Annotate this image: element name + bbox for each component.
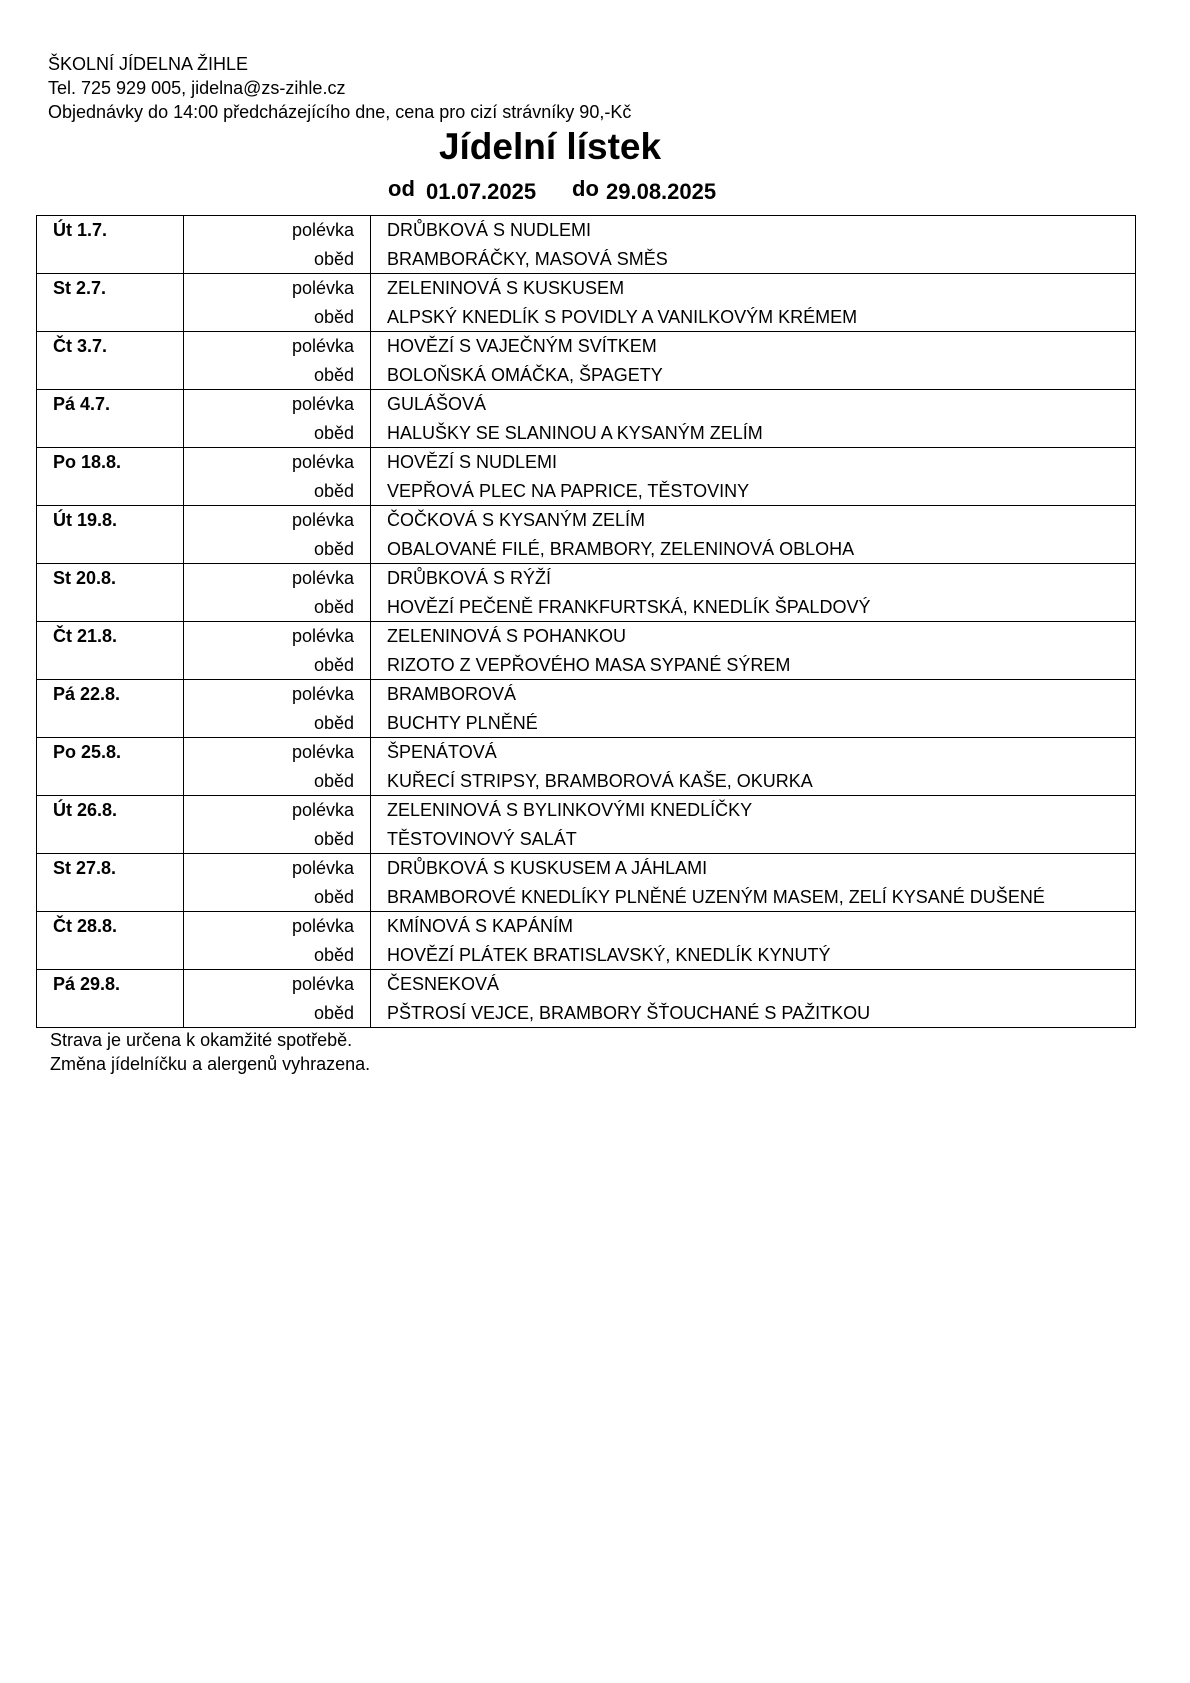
footer-note-consumption: Strava je určena k okamžité spotřebě. (50, 1030, 353, 1050)
soup-label: polévka (184, 970, 371, 999)
main-dish: HALUŠKY SE SLANINOU A KYSANÝM ZELÍM (371, 419, 1136, 448)
main-dish: BRAMBORÁČKY, MASOVÁ SMĚS (371, 245, 1136, 274)
main-label: oběd (184, 535, 371, 564)
menu-row-main (37, 477, 1136, 506)
main-dish: ALPSKÝ KNEDLÍK S POVIDLY A VANILKOVÝM KRÉMEM (371, 303, 1136, 332)
page-footer (50, 1028, 370, 1076)
day-cell: Pá 22.8. (37, 680, 184, 738)
soup-label: polévka (184, 390, 371, 419)
soup-dish: DRŮBKOVÁ S KUSKUSEM A JÁHLAMI (371, 854, 1136, 883)
main-label: oběd (184, 477, 371, 506)
menu-table-body (37, 216, 1136, 1028)
menu-row-main (37, 651, 1136, 680)
menu-row-soup (37, 622, 1136, 651)
day-cell: Po 18.8. (37, 448, 184, 506)
main-label: oběd (184, 651, 371, 680)
main-label: oběd (184, 883, 371, 912)
main-dish: HOVĚZÍ PEČENĚ FRANKFURTSKÁ, KNEDLÍK ŠPALDOVÝ (371, 593, 1136, 622)
period-from-label: od (388, 176, 415, 201)
menu-row-soup (37, 680, 1136, 709)
soup-dish: ČESNEKOVÁ (371, 970, 1136, 999)
soup-dish: ŠPENÁTOVÁ (371, 738, 1136, 767)
main-label: oběd (184, 767, 371, 796)
menu-row-soup (37, 448, 1136, 477)
main-label: oběd (184, 999, 371, 1028)
soup-dish: DRŮBKOVÁ S NUDLEMI (371, 216, 1136, 245)
main-dish: PŠTROSÍ VEJCE, BRAMBORY ŠŤOUCHANÉ S PAŽITKOU (371, 999, 1136, 1028)
menu-row-main (37, 999, 1136, 1028)
soup-label: polévka (184, 506, 371, 535)
main-dish: RIZOTO Z VEPŘOVÉHO MASA SYPANÉ SÝREM (371, 651, 1136, 680)
soup-label: polévka (184, 448, 371, 477)
main-label: oběd (184, 825, 371, 854)
menu-row-soup (37, 854, 1136, 883)
soup-label: polévka (184, 796, 371, 825)
day-cell: Pá 4.7. (37, 390, 184, 448)
soup-label: polévka (184, 216, 371, 245)
soup-dish: ČOČKOVÁ S KYSANÝM ZELÍM (371, 506, 1136, 535)
menu-row-soup (37, 506, 1136, 535)
soup-dish: KMÍNOVÁ S KAPÁNÍM (371, 912, 1136, 941)
day-cell: Pá 29.8. (37, 970, 184, 1028)
period-from-date: 01.07.2025 (426, 179, 537, 204)
menu-row-main (37, 303, 1136, 332)
day-cell: St 27.8. (37, 854, 184, 912)
main-label: oběd (184, 419, 371, 448)
soup-dish: BRAMBOROVÁ (371, 680, 1136, 709)
day-cell: Čt 3.7. (37, 332, 184, 390)
soup-dish: ZELENINOVÁ S POHANKOU (371, 622, 1136, 651)
main-dish: TĚSTOVINOVÝ SALÁT (371, 825, 1136, 854)
main-dish: BRAMBOROVÉ KNEDLÍKY PLNĚNÉ UZENÝM MASEM, ZELÍ KYSANÉ DUŠENÉ (371, 883, 1136, 912)
main-label: oběd (184, 361, 371, 390)
day-cell: St 20.8. (37, 564, 184, 622)
menu-row-soup (37, 912, 1136, 941)
period-to-date: 29.08.2025 (606, 179, 717, 204)
main-label: oběd (184, 593, 371, 622)
main-dish: KUŘECÍ STRIPSY, BRAMBOROVÁ KAŠE, OKURKA (371, 767, 1136, 796)
menu-row-main (37, 941, 1136, 970)
order-info: Objednávky do 14:00 předcházejícího dne, cena pro cizí strávníky 90,-Kč (48, 102, 632, 122)
main-label: oběd (184, 941, 371, 970)
soup-dish: DRŮBKOVÁ S RÝŽÍ (371, 564, 1136, 593)
day-cell: Út 1.7. (37, 216, 184, 274)
menu-row-soup (37, 332, 1136, 361)
soup-label: polévka (184, 738, 371, 767)
menu-table (36, 215, 1136, 1028)
menu-row-main (37, 709, 1136, 738)
main-label: oběd (184, 303, 371, 332)
soup-dish: HOVĚZÍ S VAJEČNÝM SVÍTKEM (371, 332, 1136, 361)
menu-row-main (37, 593, 1136, 622)
menu-row-main (37, 535, 1136, 564)
menu-row-main (37, 767, 1136, 796)
soup-dish: ZELENINOVÁ S KUSKUSEM (371, 274, 1136, 303)
menu-row-main (37, 361, 1136, 390)
period-to-label: do (572, 176, 599, 201)
soup-dish: GULÁŠOVÁ (371, 390, 1136, 419)
menu-row-soup (37, 796, 1136, 825)
day-cell: Čt 28.8. (37, 912, 184, 970)
soup-label: polévka (184, 912, 371, 941)
page-title: Jídelní lístek (438, 126, 662, 167)
menu-row-soup (37, 390, 1136, 419)
main-dish: VEPŘOVÁ PLEC NA PAPRICE, TĚSTOVINY (371, 477, 1136, 506)
menu-row-soup (37, 564, 1136, 593)
day-cell: Út 26.8. (37, 796, 184, 854)
menu-period (0, 176, 1100, 206)
main-label: oběd (184, 709, 371, 738)
page-header (48, 52, 631, 124)
menu-row-soup (37, 970, 1136, 999)
main-dish: BUCHTY PLNĚNÉ (371, 709, 1136, 738)
soup-label: polévka (184, 274, 371, 303)
soup-label: polévka (184, 622, 371, 651)
menu-row-soup (37, 738, 1136, 767)
menu-row-main (37, 825, 1136, 854)
day-cell: Út 19.8. (37, 506, 184, 564)
footer-note-changes: Změna jídelníčku a alergenů vyhrazena. (50, 1054, 371, 1074)
main-dish: BOLOŇSKÁ OMÁČKA, ŠPAGETY (371, 361, 1136, 390)
day-cell: Čt 21.8. (37, 622, 184, 680)
menu-row-main (37, 883, 1136, 912)
menu-row-main (37, 419, 1136, 448)
soup-label: polévka (184, 854, 371, 883)
menu-row-soup (37, 216, 1136, 245)
main-dish: OBALOVANÉ FILÉ, BRAMBORY, ZELENINOVÁ OBLOHA (371, 535, 1136, 564)
soup-label: polévka (184, 564, 371, 593)
main-dish: HOVĚZÍ PLÁTEK BRATISLAVSKÝ, KNEDLÍK KYNUTÝ (371, 941, 1136, 970)
menu-row-soup (37, 274, 1136, 303)
menu-row-main (37, 245, 1136, 274)
soup-label: polévka (184, 680, 371, 709)
contact-info: Tel. 725 929 005, jidelna@zs-zihle.cz (48, 78, 346, 98)
day-cell: Po 25.8. (37, 738, 184, 796)
main-label: oběd (184, 245, 371, 274)
soup-dish: ZELENINOVÁ S BYLINKOVÝMI KNEDLÍČKY (371, 796, 1136, 825)
soup-dish: HOVĚZÍ S NUDLEMI (371, 448, 1136, 477)
soup-label: polévka (184, 332, 371, 361)
day-cell: St 2.7. (37, 274, 184, 332)
canteen-name: ŠKOLNÍ JÍDELNA ŽIHLE (48, 54, 249, 74)
